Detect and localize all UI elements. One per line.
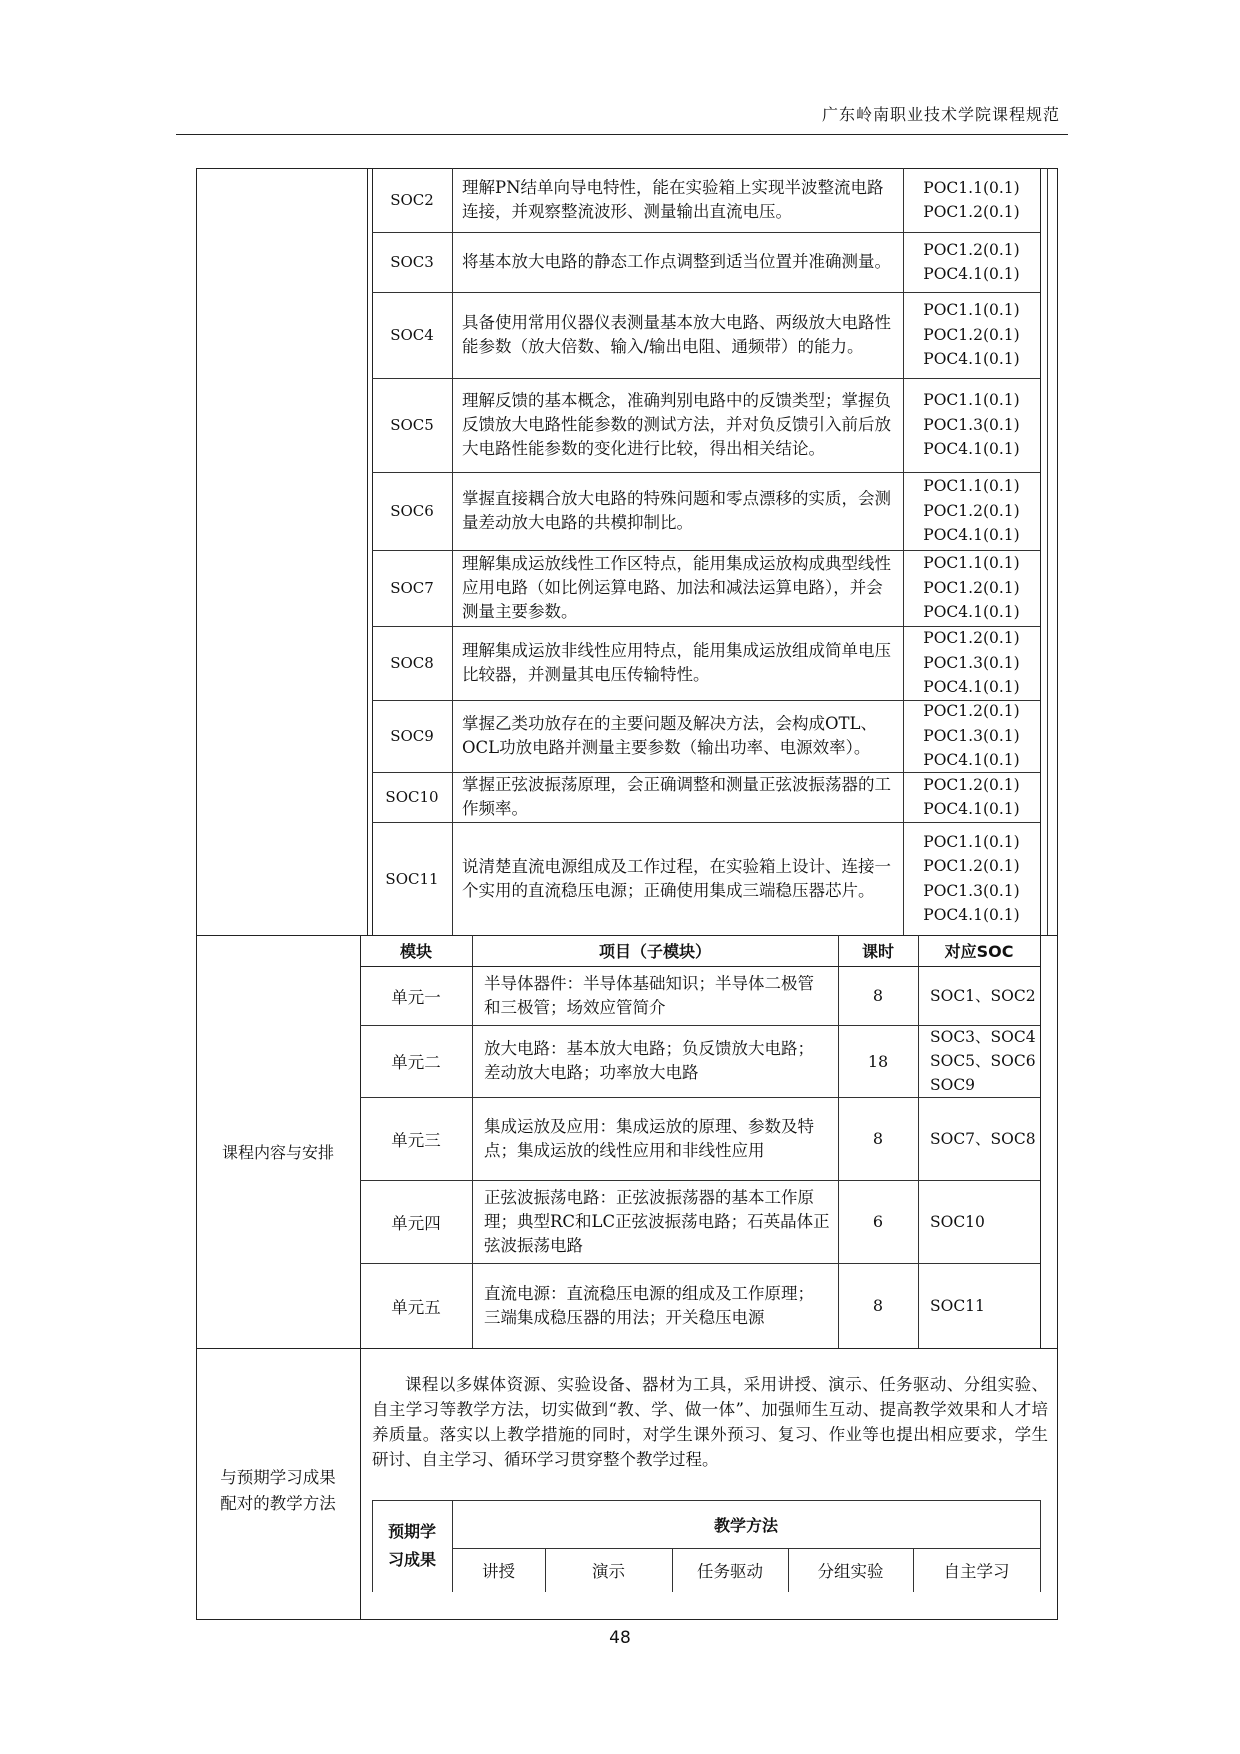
soc-poc-cell [903, 772, 1040, 822]
soc-poc-list [903, 298, 1040, 372]
soc-poc-cell [903, 292, 1040, 378]
method-name: 演示 [592, 1562, 625, 1581]
soc-desc-cell [462, 626, 895, 700]
soc-description: 掌握乙类功放存在的主要问题及解决方法，会构成OTL、OCL功放电路并测量主要参数（输出功率、电源效率）。 [462, 714, 877, 757]
soc-poc-item: POC1.3(0.1) [923, 653, 1020, 672]
methods-title [452, 1500, 1040, 1548]
soc-code-cell [372, 626, 452, 700]
content-project: 正弦波振荡电路：正弦波振荡器的基本工作原理；典型RC和LC正弦波振荡电路；石英晶体正弦波振荡电路 [484, 1187, 830, 1255]
soc-poc-item: POC4.1(0.1) [923, 440, 1020, 459]
content-header-soc [918, 935, 1040, 966]
content-soc-cell [930, 1025, 1038, 1097]
content-hours-cell [838, 1180, 918, 1263]
soc-code-cell [372, 168, 452, 232]
soc-description: 具备使用常用仪器仪表测量基本放大电路、两级放大电路性能参数（放大倍数、输入/输出电阻、通频带）的能力。 [462, 313, 891, 356]
soc-code-cell [372, 292, 452, 378]
content-soc-item: SOC10 [930, 1212, 985, 1231]
content-section-label [196, 935, 360, 1371]
soc-code: SOC10 [385, 788, 439, 806]
soc-poc-item: POC1.3(0.1) [923, 881, 1020, 900]
content-soc-item: SOC9 [930, 1076, 976, 1094]
soc-poc-cell [903, 168, 1040, 232]
soc-poc-item: POC1.2(0.1) [923, 857, 1020, 875]
content-header-module [360, 935, 472, 966]
soc-poc-item: POC4.1(0.1) [923, 800, 1020, 818]
soc-description: 理解反馈的基本概念，准确判别电路中的反馈类型；掌握负反馈放大电路性能参数的测试方法，并对负反馈引入前后放大电路性能参数的变化进行比较，得出相关结论。 [462, 391, 891, 458]
content-hours: 6 [872, 1212, 884, 1231]
page-number: 48 [609, 1628, 631, 1648]
content-soc-item: SOC11 [930, 1296, 985, 1315]
methods-section-label [196, 1362, 360, 1620]
content-soc-cell [930, 1263, 1038, 1348]
soc-code-rule [452, 168, 453, 935]
soc-poc-list [903, 830, 1040, 928]
method-cell [913, 1548, 1040, 1592]
soc-poc-item: POC1.2(0.1) [923, 240, 1020, 259]
soc-code: SOC4 [390, 326, 434, 344]
soc-poc-item: POC1.2(0.1) [923, 501, 1020, 520]
soc-right-rule [1040, 168, 1041, 935]
soc-desc-cell [462, 700, 895, 772]
content-unit-cell [360, 1097, 472, 1180]
expected-outcome-line2: 习成果 [387, 1550, 436, 1569]
content-soc-list [930, 1127, 1036, 1151]
methods-col-rule [1040, 1500, 1041, 1592]
soc-code-cell [372, 822, 452, 935]
content-soc-item: SOC7、SOC8 [930, 1129, 1036, 1148]
soc-code: SOC11 [385, 869, 439, 888]
soc-desc-cell [462, 550, 895, 626]
soc-code: SOC5 [390, 416, 434, 434]
soc-code: SOC7 [390, 579, 434, 597]
content-unit: 单元三 [391, 1130, 441, 1150]
content-project: 半导体器件：半导体基础知识；半导体二极管和三极管；场效应管简介 [484, 973, 814, 1017]
content-soc-item: SOC3、SOC4 [930, 1028, 1036, 1046]
soc-poc-list [903, 176, 1040, 225]
content-hours: 8 [872, 986, 884, 1005]
soc-code-cell [372, 550, 452, 626]
soc-poc-item: POC4.1(0.1) [923, 751, 1020, 770]
content-right-rule [1040, 935, 1041, 1348]
soc-right-rule-outer [1047, 168, 1048, 935]
soc-poc-list [903, 626, 1040, 700]
expected-outcome-line1: 预期学 [387, 1522, 436, 1541]
method-cell [788, 1548, 913, 1592]
soc-code: SOC2 [390, 191, 434, 209]
soc-poc-list [903, 474, 1040, 548]
soc-poc-item: POC4.1(0.1) [923, 350, 1020, 369]
content-project-cell [484, 1180, 830, 1263]
methods-left-rule [360, 1348, 361, 1620]
content-hours-cell [838, 1263, 918, 1348]
soc-poc-cell [903, 626, 1040, 700]
content-soc-item: SOC1、SOC2 [930, 986, 1036, 1005]
soc-code-cell [372, 232, 452, 292]
soc-poc-cell [903, 822, 1040, 935]
content-project-cell [484, 1025, 830, 1097]
content-project-cell [484, 966, 830, 1025]
soc-poc-list [903, 551, 1040, 625]
soc-left-rule [367, 168, 368, 935]
soc-poc-item: POC4.1(0.1) [923, 678, 1020, 697]
expected-outcome-label-text [388, 1518, 436, 1574]
content-col-rule [472, 935, 473, 1348]
methods-title-text: 教学方法 [713, 1515, 778, 1535]
content-header-module-text: 模块 [399, 942, 432, 961]
soc-description: 将基本放大电路的静态工作点调整到适当位置并准确测量。 [462, 252, 891, 271]
content-project: 直流电源：直流稳压电源的组成及工作原理；三端集成稳压器的用法；开关稳压电源 [484, 1283, 814, 1327]
soc-poc-list [903, 388, 1040, 462]
method-name: 任务驱动 [697, 1562, 763, 1581]
soc-description: 理解集成运放线性工作区特点，能用集成运放构成典型线性应用电路（如比例运算电路、加法和减法运算电路），并会测量主要参数。 [462, 554, 891, 621]
soc-poc-item: POC1.3(0.1) [923, 415, 1020, 434]
content-project: 集成运放及应用：集成运放的原理、参数及特点；集成运放的线性应用和非线性应用 [484, 1116, 814, 1160]
soc-description: 掌握正弦波振荡原理，会正确调整和测量正弦波振荡器的工作频率。 [462, 775, 891, 818]
content-hours-cell [838, 1097, 918, 1180]
method-name: 分组实验 [817, 1562, 884, 1581]
method-name: 讲授 [482, 1562, 515, 1581]
content-project-cell [484, 1263, 830, 1348]
content-hours-cell [838, 1025, 918, 1097]
content-hours: 8 [872, 1296, 884, 1315]
soc-poc-item: POC1.3(0.1) [923, 726, 1020, 745]
soc-poc-list [903, 699, 1040, 773]
soc-poc-item: POC4.1(0.1) [923, 603, 1020, 622]
content-hours: 18 [867, 1051, 889, 1071]
soc-desc-cell [462, 232, 895, 292]
soc-code: SOC6 [390, 502, 434, 520]
soc-desc-cell [462, 472, 895, 550]
soc-description: 说清楚直流电源组成及工作过程，在实验箱上设计、连接一个实用的直流稳压电源；正确使用集成三端稳压器芯片。 [462, 856, 891, 900]
soc-code-cell [372, 772, 452, 822]
expected-outcome-label [372, 1500, 452, 1592]
soc-poc-list [903, 773, 1040, 822]
soc-poc-item: POC1.1(0.1) [923, 178, 1020, 197]
soc-poc-item: POC1.2(0.1) [923, 578, 1020, 597]
content-soc-list [930, 1210, 985, 1234]
soc-description: 理解集成运放非线性应用特点，能用集成运放组成简单电压比较器，并测量其电压传输特性。 [462, 641, 891, 684]
content-unit-cell [360, 1180, 472, 1263]
content-unit: 单元五 [391, 1297, 441, 1317]
soc-desc-cell [462, 378, 895, 472]
content-unit-cell [360, 1025, 472, 1097]
content-project-cell [484, 1097, 830, 1180]
soc-poc-item: POC1.1(0.1) [923, 301, 1020, 320]
soc-code-cell [372, 378, 452, 472]
content-header-hours-text: 课时 [861, 942, 894, 961]
soc-poc-item: POC4.1(0.1) [923, 906, 1020, 924]
content-soc-list [930, 1294, 985, 1318]
content-unit: 单元二 [391, 1053, 441, 1072]
soc-desc-cell [462, 772, 895, 822]
content-unit: 单元四 [391, 1213, 441, 1233]
soc-poc-item: POC1.1(0.1) [923, 832, 1020, 851]
method-cell [672, 1548, 788, 1592]
method-cell [452, 1548, 545, 1592]
soc-poc-item: POC4.1(0.1) [923, 526, 1020, 545]
soc-description: 理解PN结单向导电特性，能在实验箱上实现半波整流电路连接，并观察整流波形、测量输出直流电压。 [462, 178, 884, 221]
soc-poc-cell [903, 232, 1040, 292]
content-header-project [472, 935, 838, 966]
content-soc-item: SOC5、SOC6 [930, 1052, 1036, 1070]
soc-code: SOC3 [390, 253, 434, 271]
methods-paragraph: 课程以多媒体资源、实验设备、器材为工具，采用讲授、演示、任务驱动、分组实验、自主学习等教学方法，切实做到“教、学、做一体”、加强师生互动、提高教学效果和人才培养质量。落实以上教学措施的同时，对学生课外预习、复习、作业等也提出相应要求，学生研讨、自主学习、循环学习贯穿整个教学过程。 [372, 1375, 1048, 1469]
soc-poc-item: POC1.1(0.1) [923, 391, 1020, 410]
soc-poc-cell [903, 378, 1040, 472]
methods-label-line2: 配对的教学方法 [220, 1494, 336, 1513]
soc-desc-cell [462, 168, 895, 232]
soc-poc-item: POC1.2(0.1) [923, 203, 1020, 221]
soc-poc-item: POC1.2(0.1) [923, 775, 1020, 794]
soc-poc-list [903, 238, 1040, 287]
soc-description: 掌握直接耦合放大电路的特殊问题和零点漂移的实质，会测量差动放大电路的共模抑制比。 [462, 489, 891, 532]
soc-poc-cell [903, 472, 1040, 550]
soc-code-cell [372, 700, 452, 772]
content-hours-cell [838, 966, 918, 1025]
content-project: 放大电路：基本放大电路；负反馈放大电路；差动放大电路；功率放大电路 [484, 1039, 814, 1082]
soc-poc-item: POC1.2(0.1) [923, 629, 1020, 648]
soc-desc-cell [462, 292, 895, 378]
content-section-label-text: 课程内容与安排 [221, 1143, 334, 1162]
content-header-project-text: 项目（子模块） [598, 942, 711, 961]
page-header-title: 广东岭南职业技术学院课程规范 [821, 105, 1060, 124]
soc-desc-cell [462, 822, 895, 935]
content-unit-cell [360, 1263, 472, 1348]
content-unit-cell [360, 966, 472, 1025]
header-rule [176, 134, 1068, 135]
content-header-soc-text: 对应SOC [944, 942, 1014, 961]
soc-poc-item: POC1.2(0.1) [923, 702, 1020, 721]
soc-code: SOC8 [390, 654, 434, 672]
soc-poc-cell [903, 700, 1040, 772]
method-name: 自主学习 [943, 1562, 1010, 1581]
content-soc-cell [930, 1097, 1038, 1180]
soc-code: SOC9 [390, 727, 434, 745]
method-cell [545, 1548, 672, 1592]
content-soc-cell [930, 966, 1038, 1025]
content-soc-list [930, 984, 1036, 1008]
soc-poc-item: POC1.2(0.1) [923, 325, 1020, 344]
soc-poc-cell [903, 550, 1040, 626]
content-hours: 8 [872, 1129, 884, 1148]
soc-poc-item: POC1.1(0.1) [923, 554, 1020, 573]
methods-label-line1: 与预期学习成果 [220, 1468, 336, 1487]
content-unit: 单元一 [391, 987, 441, 1007]
content-header-hours [838, 935, 918, 966]
soc-poc-item: POC1.1(0.1) [923, 477, 1020, 496]
content-soc-cell [930, 1180, 1038, 1263]
soc-poc-item: POC4.1(0.1) [923, 265, 1020, 283]
content-col-rule [918, 935, 919, 1348]
soc-code-cell [372, 472, 452, 550]
content-soc-list [930, 1025, 1036, 1097]
